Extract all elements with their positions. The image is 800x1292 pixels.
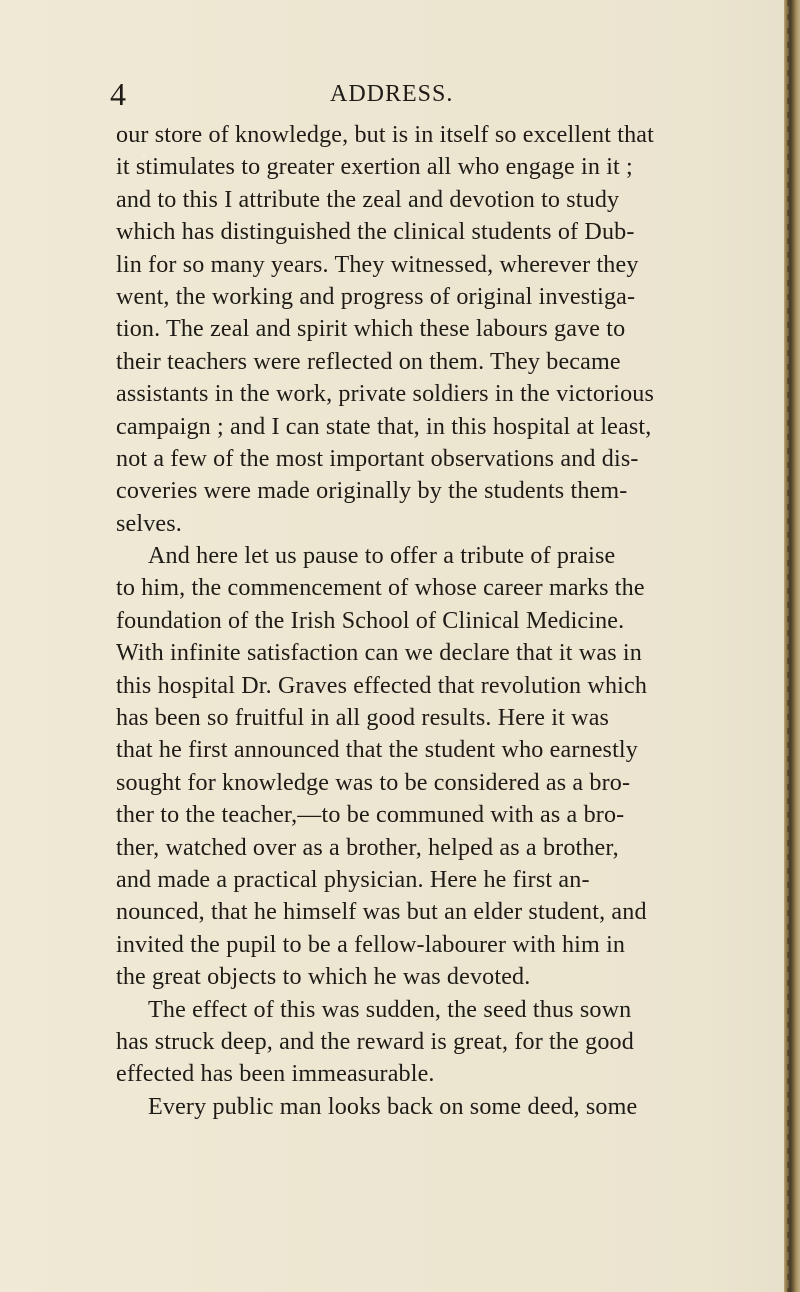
text-line: it stimulates to greater exertion all who engage in it ; [116,154,633,181]
paragraph-start-line: And here let us pause to offer a tribute of praise [148,543,616,570]
text-line: to him, the commencement of whose career marks the [116,575,645,602]
text-line: campaign ; and I can state that, in this hospital at least, [116,413,652,440]
text-line: their teachers were reflected on them. They became [116,348,621,375]
text-line: foundation of the Irish School of Clinical Medicine. [116,607,625,634]
text-line: lin for so many years. They witnessed, wherever they [116,251,639,278]
text-line: effected has been immeasurable. [116,1061,435,1088]
text-line: our store of knowledge, but is in itself so excellent that [116,122,654,148]
text-line: which has distinguished the clinical students of Dub- [116,219,635,246]
body-text [116,119,710,1123]
text-line: assistants in the work, private soldiers in the victorious [116,381,655,408]
text-line: has been so fruitful in all good results. Here it was [116,705,610,732]
text-line: not a few of the most important observations and dis- [116,445,639,472]
text-line: selves. [116,510,182,537]
text-line: has struck deep, and the reward is great, for the good [116,1028,634,1055]
text-line: coveries were made originally by the students them- [116,478,628,505]
text-line: invited the pupil to be a fellow-labourer with him in [116,931,626,958]
text-line: nounced, that he himself was but an elder student, and [116,899,647,926]
text-line: ther, watched over as a brother, helped as a brother, [116,834,619,861]
paragraph-start-line: Every public man looks back on some deed, some [148,1093,638,1120]
text-line: With infinite satisfaction can we declare that it was in [116,640,642,667]
book-spine-edge [784,0,800,1292]
page-number: 4 [110,76,126,112]
text-line: and to this I attribute the zeal and devotion to study [116,186,620,213]
paragraph-start-line: The effect of this was sudden, the seed thus sown [148,996,632,1023]
text-line: the great objects to which he was devoted. [116,964,531,991]
running-head [0,76,784,112]
text-line: sought for knowledge was to be considered as a bro- [116,769,631,796]
text-line: ther to the teacher,—to be communed with as a bro- [116,802,625,829]
text-line: that he first announced that the student who earnestly [116,737,638,764]
text-line: and made a practical physician. Here he first an- [116,866,590,893]
text-line: went, the working and progress of original investiga- [116,283,636,310]
running-head-title: ADDRESS. [330,81,454,107]
text-line: tion. The zeal and spirit which these labours gave to [116,316,626,343]
text-line: this hospital Dr. Graves effected that revolution which [116,672,648,699]
